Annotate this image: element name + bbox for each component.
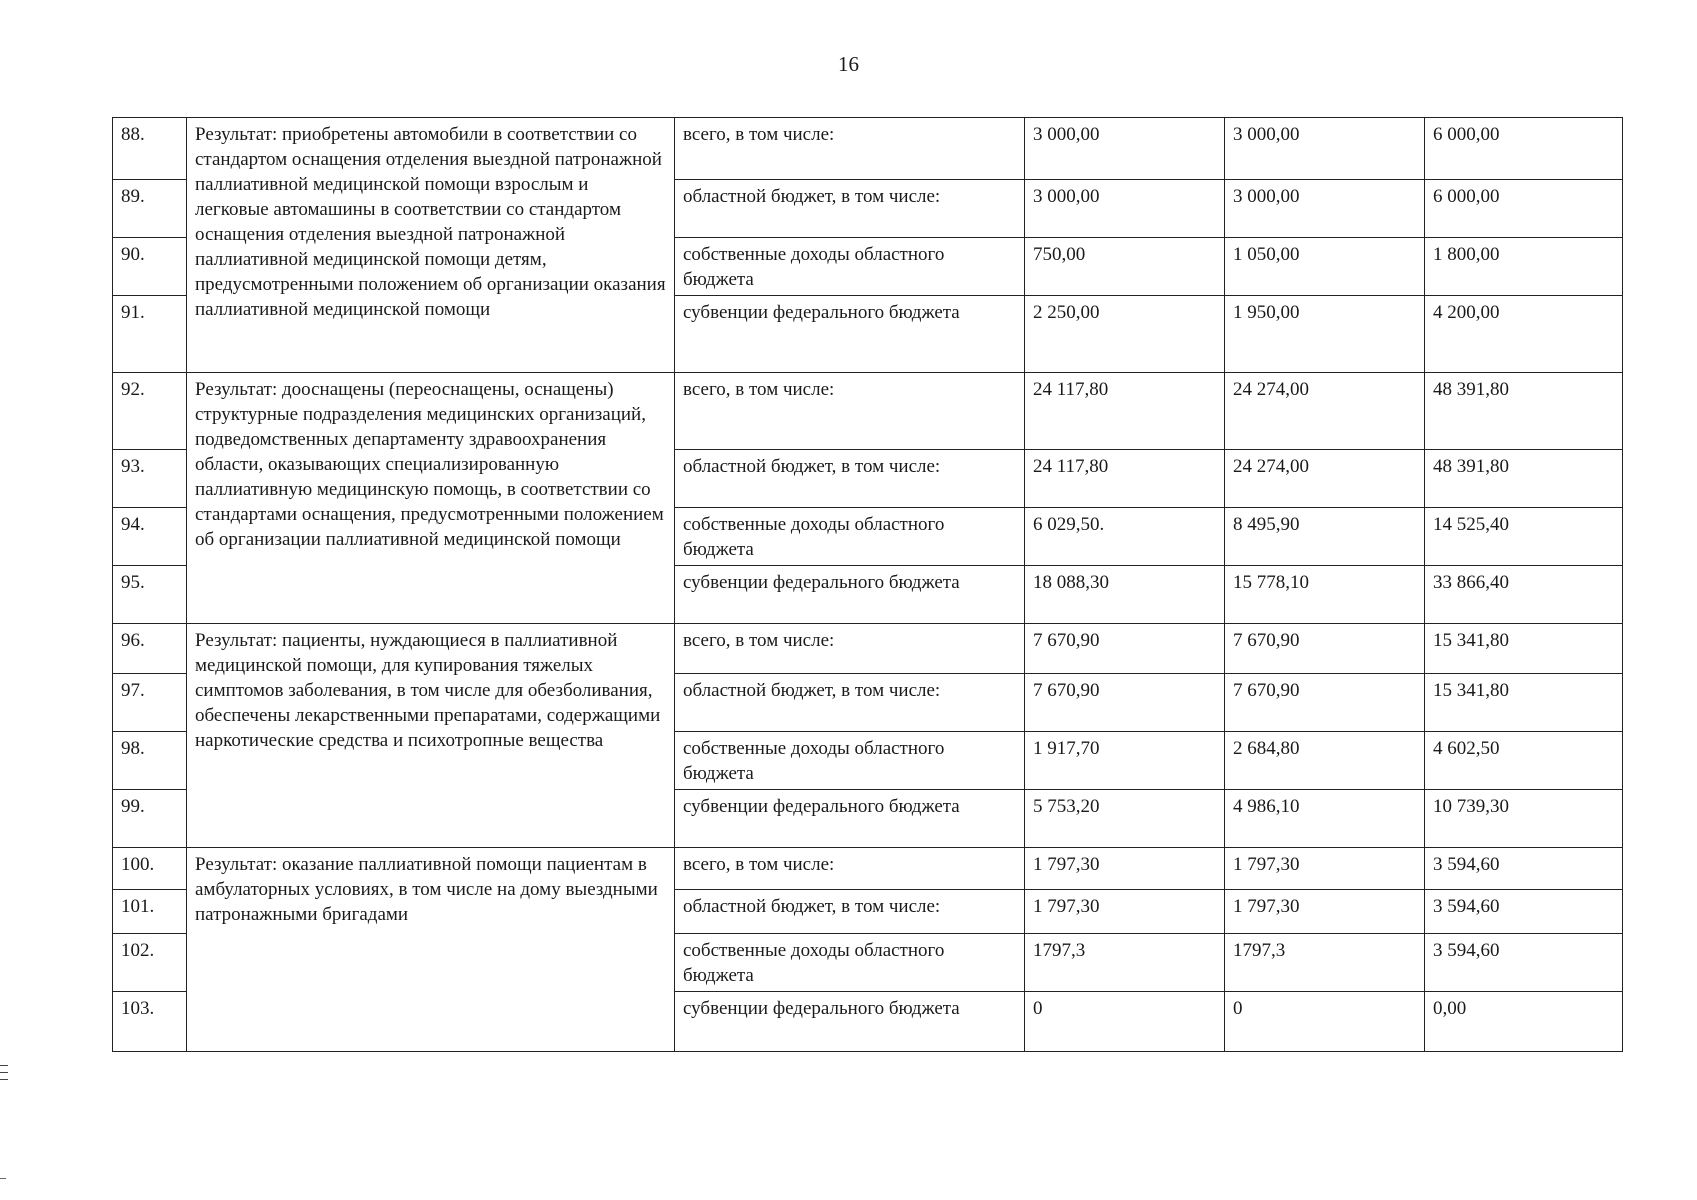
budget-table-body <box>113 118 1623 1052</box>
row-number: 102. <box>113 934 187 992</box>
row-number: 98. <box>113 732 187 790</box>
result-description: Результат: пациенты, нуждающиеся в паллиативной медицинской помощи, для купирования тяжелых симптомов заболевания, в том числе для обезболивания, обеспечены лекарственными препаратами, содержащими наркотические средства и психотропные вещества <box>187 624 675 848</box>
row-number: 97. <box>113 674 187 732</box>
amount-year-1: 3 000,00 <box>1025 180 1225 238</box>
amount-year-2: 1 797,30 <box>1225 890 1425 934</box>
funding-source: субвенции федерального бюджета <box>675 566 1025 624</box>
amount-year-2: 24 274,00 <box>1225 373 1425 450</box>
result-description: Результат: оказание паллиативной помощи пациентам в амбулаторных условиях, в том числе на дому выездными патронажными бригадами <box>187 848 675 1052</box>
amount-total: 3 594,60 <box>1425 848 1623 890</box>
amount-total: 4 602,50 <box>1425 732 1623 790</box>
amount-total: 15 341,80 <box>1425 624 1623 674</box>
table-row <box>113 624 1623 674</box>
table-row <box>113 118 1623 180</box>
amount-total: 4 200,00 <box>1425 296 1623 373</box>
amount-total: 15 341,80 <box>1425 674 1623 732</box>
amount-year-2: 7 670,90 <box>1225 674 1425 732</box>
amount-year-1: 24 117,80 <box>1025 373 1225 450</box>
amount-total: 6 000,00 <box>1425 180 1623 238</box>
funding-source: субвенции федерального бюджета <box>675 790 1025 848</box>
row-number: 93. <box>113 450 187 508</box>
funding-source: собственные доходы областного бюджета <box>675 238 1025 296</box>
amount-year-1: 1 917,70 <box>1025 732 1225 790</box>
funding-source: областной бюджет, в том числе: <box>675 674 1025 732</box>
page-number: 16 <box>838 52 859 76</box>
funding-source: областной бюджет, в том числе: <box>675 450 1025 508</box>
row-number: 90. <box>113 238 187 296</box>
amount-total: 14 525,40 <box>1425 508 1623 566</box>
amount-year-1: 1 797,30 <box>1025 890 1225 934</box>
funding-source: собственные доходы областного бюджета <box>675 732 1025 790</box>
row-number: 103. <box>113 992 187 1052</box>
amount-year-2: 3 000,00 <box>1225 118 1425 180</box>
amount-year-1: 7 670,90 <box>1025 624 1225 674</box>
amount-year-2: 3 000,00 <box>1225 180 1425 238</box>
amount-year-2: 1 050,00 <box>1225 238 1425 296</box>
table-row <box>113 848 1623 890</box>
scan-edge-mark <box>0 1178 6 1179</box>
amount-year-1: 18 088,30 <box>1025 566 1225 624</box>
result-description: Результат: приобретены автомобили в соответствии со стандартом оснащения отделения выездной патронажной паллиативной медицинской помощи взрослым и легковые автомашины в соответствии со стандартом оснащения отделения выездной патронажной паллиативной медицинской помощи детям, предусмотренными положением об организации оказания паллиативной медицинской помощи <box>187 118 675 373</box>
scan-edge-marks <box>0 1065 8 1086</box>
amount-year-1: 24 117,80 <box>1025 450 1225 508</box>
amount-total: 48 391,80 <box>1425 450 1623 508</box>
row-number: 94. <box>113 508 187 566</box>
budget-table <box>112 117 1623 1052</box>
funding-source: областной бюджет, в том числе: <box>675 890 1025 934</box>
row-number: 92. <box>113 373 187 450</box>
amount-year-1: 5 753,20 <box>1025 790 1225 848</box>
row-number: 96. <box>113 624 187 674</box>
row-number: 91. <box>113 296 187 373</box>
amount-year-1: 6 029,50. <box>1025 508 1225 566</box>
amount-year-2: 1 950,00 <box>1225 296 1425 373</box>
funding-source: субвенции федерального бюджета <box>675 992 1025 1052</box>
amount-total: 0,00 <box>1425 992 1623 1052</box>
amount-total: 33 866,40 <box>1425 566 1623 624</box>
amount-year-1: 2 250,00 <box>1025 296 1225 373</box>
row-number: 101. <box>113 890 187 934</box>
funding-source: собственные доходы областного бюджета <box>675 508 1025 566</box>
amount-year-1: 1 797,30 <box>1025 848 1225 890</box>
amount-year-2: 2 684,80 <box>1225 732 1425 790</box>
amount-year-2: 0 <box>1225 992 1425 1052</box>
amount-year-2: 8 495,90 <box>1225 508 1425 566</box>
row-number: 95. <box>113 566 187 624</box>
funding-source: всего, в том числе: <box>675 373 1025 450</box>
amount-year-2: 4 986,10 <box>1225 790 1425 848</box>
amount-total: 48 391,80 <box>1425 373 1623 450</box>
amount-total: 1 800,00 <box>1425 238 1623 296</box>
amount-total: 3 594,60 <box>1425 890 1623 934</box>
amount-year-1: 3 000,00 <box>1025 118 1225 180</box>
amount-year-1: 0 <box>1025 992 1225 1052</box>
amount-year-1: 750,00 <box>1025 238 1225 296</box>
funding-source: областной бюджет, в том числе: <box>675 180 1025 238</box>
amount-year-2: 15 778,10 <box>1225 566 1425 624</box>
funding-source: всего, в том числе: <box>675 848 1025 890</box>
funding-source: всего, в том числе: <box>675 624 1025 674</box>
row-number: 99. <box>113 790 187 848</box>
amount-total: 6 000,00 <box>1425 118 1623 180</box>
amount-year-2: 1 797,30 <box>1225 848 1425 890</box>
amount-year-2: 1797,3 <box>1225 934 1425 992</box>
row-number: 100. <box>113 848 187 890</box>
result-description: Результат: дооснащены (переоснащены, оснащены) структурные подразделения медицинских организаций, подведомственных департаменту здравоохранения области, оказывающих специализированную паллиативную медицинскую помощь, в соответствии со стандартами оснащения, предусмотренными положением об организации паллиативной медицинской помощи <box>187 373 675 624</box>
funding-source: собственные доходы областного бюджета <box>675 934 1025 992</box>
funding-source: всего, в том числе: <box>675 118 1025 180</box>
amount-total: 3 594,60 <box>1425 934 1623 992</box>
table-row <box>113 373 1623 450</box>
row-number: 88. <box>113 118 187 180</box>
amount-year-1: 7 670,90 <box>1025 674 1225 732</box>
amount-year-1: 1797,3 <box>1025 934 1225 992</box>
amount-total: 10 739,30 <box>1425 790 1623 848</box>
amount-year-2: 7 670,90 <box>1225 624 1425 674</box>
amount-year-2: 24 274,00 <box>1225 450 1425 508</box>
row-number: 89. <box>113 180 187 238</box>
funding-source: субвенции федерального бюджета <box>675 296 1025 373</box>
